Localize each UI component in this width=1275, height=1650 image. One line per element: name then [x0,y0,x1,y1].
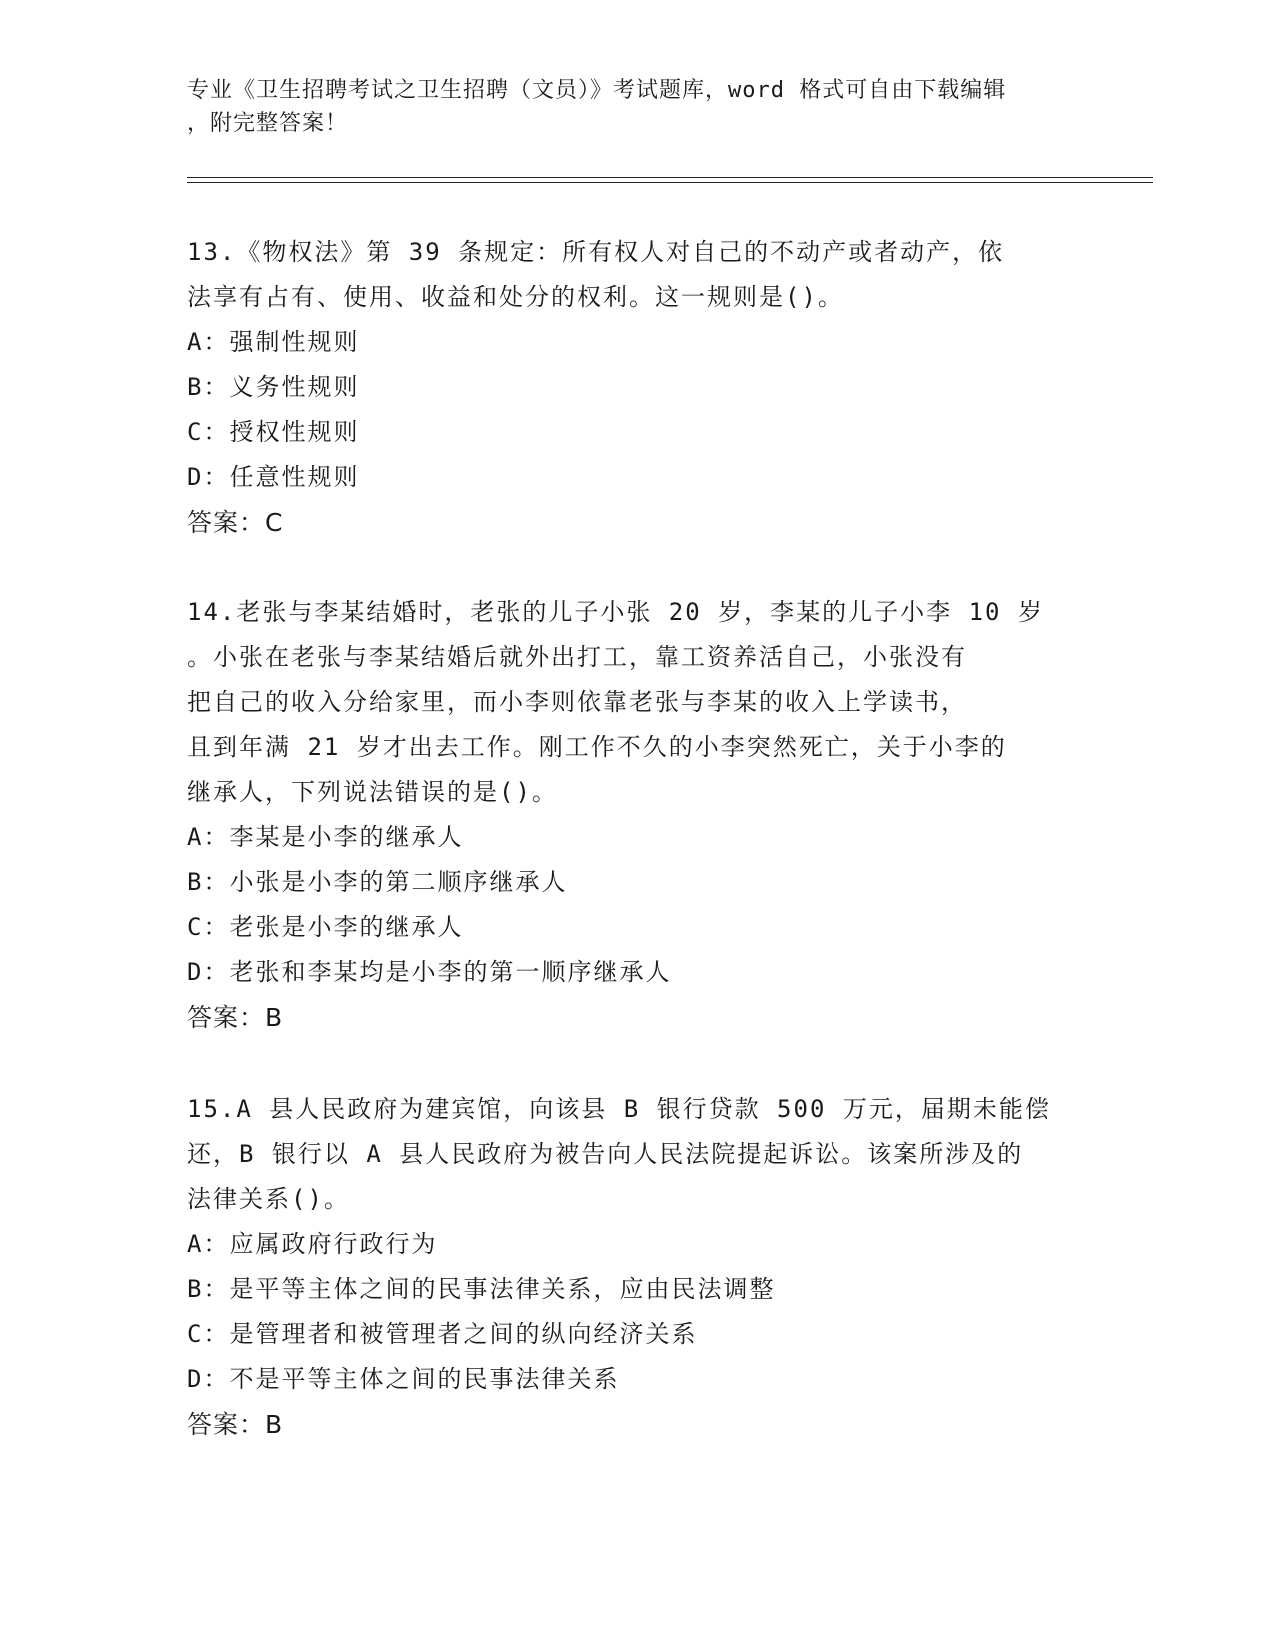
answer: 答案：C [187,508,284,537]
option-b: B：义务性规则 [187,373,360,401]
question-15 [187,1087,1087,1447]
question-text-line: 且到年满 21 岁才出去工作。刚工作不久的小李突然死亡，关于小李的 [187,733,1007,761]
option-c: C：老张是小李的继承人 [187,913,464,941]
option-b: B：小张是小李的第二顺序继承人 [187,868,568,896]
header-divider-bottom [187,182,1153,183]
option-a: A：李某是小李的继承人 [187,823,464,851]
question-text-line: 继承人，下列说法错误的是()。 [187,778,558,806]
header-line-2: ，附完整答案！ [187,111,349,136]
option-b: B：是平等主体之间的民事法律关系，应由民法调整 [187,1275,776,1303]
option-d: D：老张和李某均是小李的第一顺序继承人 [187,958,672,986]
question-text-line: 还，B 银行以 A 县人民政府为被告向人民法院提起诉讼。该案所涉及的 [187,1140,1024,1168]
question-text-line: 。小张在老张与李某结婚后就外出打工，靠工资养活自己，小张没有 [187,643,967,671]
question-text-line: 13.《物权法》第 39 条规定：所有权人对自己的不动产或者动产，依 [187,238,1005,266]
option-c: C：是管理者和被管理者之间的纵向经济关系 [187,1320,698,1348]
question-text-line: 15.A 县人民政府为建宾馆，向该县 B 银行贷款 500 万元，届期未能偿 [187,1095,1051,1123]
option-c: C：授权性规则 [187,418,360,446]
option-a: A：强制性规则 [187,328,360,356]
question-text-line: 14.老张与李某结婚时，老张的儿子小张 20 岁，李某的儿子小李 10 岁 [187,598,1044,626]
header-line-1: 专业《卫生招聘考试之卫生招聘（文员）》考试题库，word 格式可自由下载编辑 [187,78,1007,103]
option-d: D：不是平等主体之间的民事法律关系 [187,1365,620,1393]
header-divider-top [187,177,1153,178]
answer: 答案：B [187,1003,284,1032]
answer: 答案：B [187,1410,284,1439]
question-text-line: 把自己的收入分给家里，而小李则依靠老张与李某的收入上学读书， [187,688,967,716]
question-text-line: 法律关系()。 [187,1185,350,1213]
document-header [187,74,1087,140]
question-13 [187,230,1087,545]
option-d: D：任意性规则 [187,463,360,491]
option-a: A：应属政府行政行为 [187,1230,438,1258]
question-14 [187,590,1087,1040]
question-text-line: 法享有占有、使用、收益和处分的权利。这一规则是()。 [187,283,844,311]
